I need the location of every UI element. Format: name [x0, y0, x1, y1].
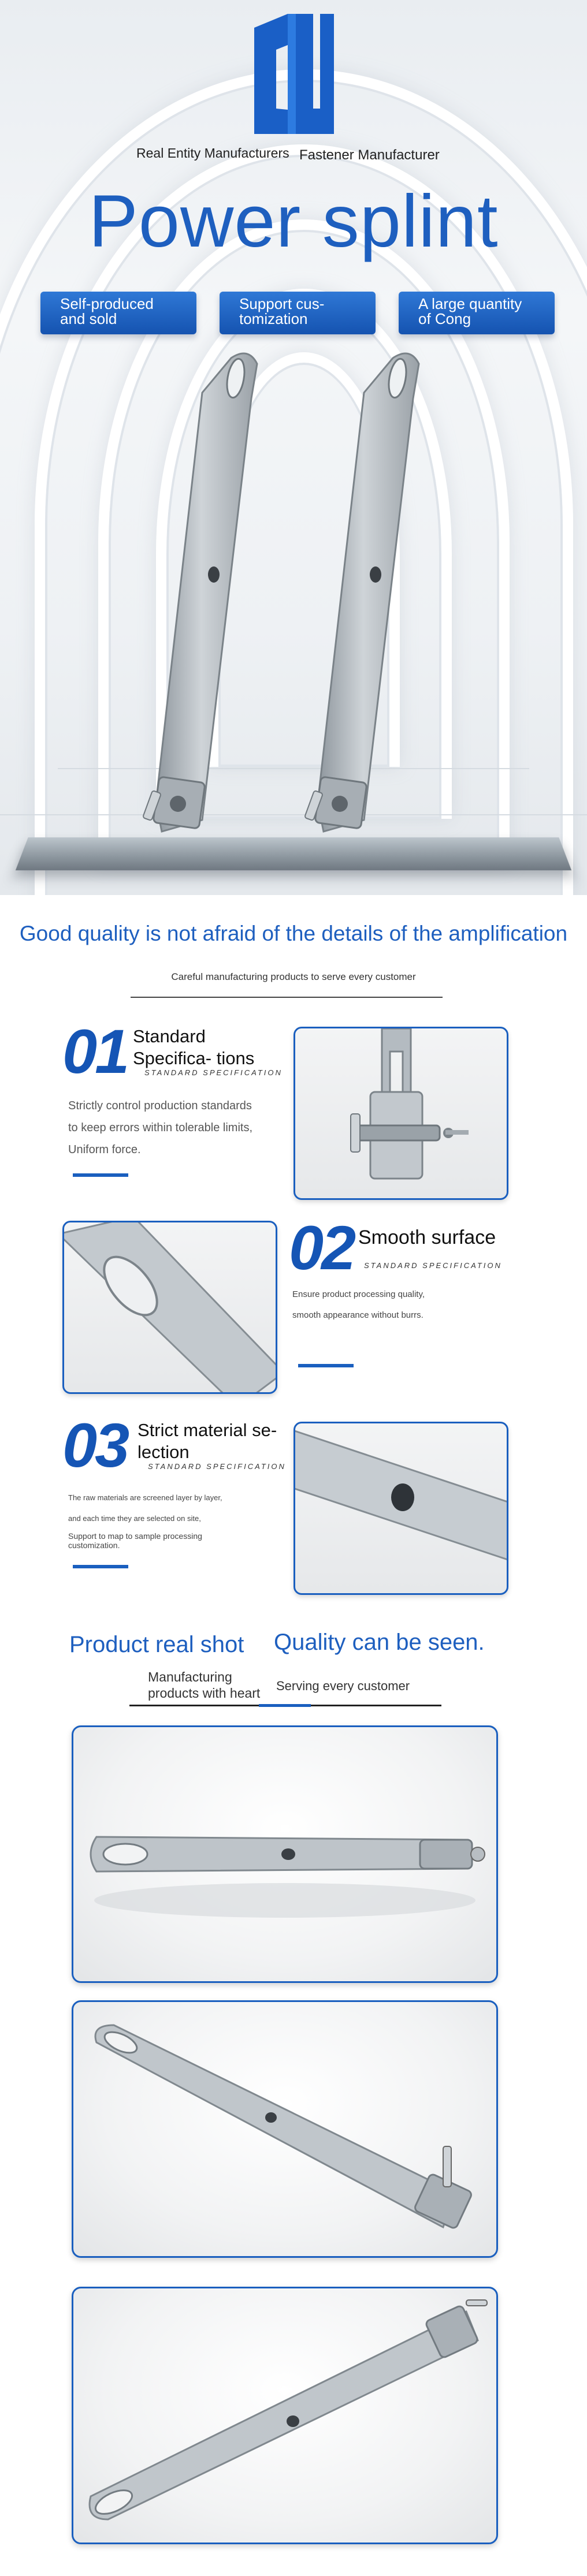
feature-tag: STANDARD SPECIFICATION: [364, 1261, 502, 1270]
product-photo-angled: [72, 2287, 498, 2544]
feature-tag: STANDARD SPECIFICATION: [148, 1462, 286, 1471]
accent-bar: [73, 1565, 128, 1568]
real-shot-title: Product real shot: [69, 1632, 244, 1657]
feature-desc-line: Uniform force.: [68, 1143, 141, 1156]
floor-line: [0, 814, 587, 815]
section-divider: [131, 997, 443, 998]
detail-photo-material: [294, 1422, 508, 1595]
feature-title-strict-material-selection: Strict material se- lection: [138, 1420, 277, 1462]
product-photo-diagonal: [72, 2000, 498, 2258]
hero-subtitle-right: Fastener Manufacturer: [299, 147, 440, 163]
hero-banner: [0, 0, 587, 895]
pill-label: Support cus- tomization: [239, 295, 325, 327]
accent-bar: [73, 1173, 128, 1177]
feature-desc-line: Strictly control production standards: [68, 1099, 252, 1112]
feature-desc-line: The raw materials are screened layer by layer,: [68, 1493, 222, 1502]
display-platform: [16, 837, 571, 870]
splint-product-image-left: [133, 346, 283, 855]
product-photo-horizontal: [72, 1725, 498, 1983]
feature-number-02: 02: [289, 1213, 354, 1283]
feature-pill-customization: [220, 292, 376, 334]
feature-desc-line: Support to map to sample processing customization.: [68, 1531, 202, 1550]
accent-bar: [259, 1704, 311, 1707]
feature-desc-line: to keep errors within tolerable limits,: [68, 1121, 253, 1134]
hero-subtitle-left: Real Entity Manufacturers: [136, 146, 289, 161]
feature-tag: STANDARD SPECIFICATION: [144, 1068, 283, 1077]
real-shot-subtitle-left: Manufacturing products with heart: [148, 1669, 261, 1701]
feature-title-standard-specifications: Standard Specifica- tions: [133, 1026, 255, 1068]
feature-desc-line: smooth appearance without burrs.: [292, 1310, 423, 1320]
detail-photo-clevis: [294, 1027, 508, 1200]
splint-product-image-right: [295, 346, 445, 855]
floor-line: [58, 768, 529, 769]
brand-logo: [247, 10, 340, 137]
accent-bar: [298, 1364, 354, 1367]
pill-label: A large quantity of Cong: [418, 295, 522, 327]
feature-pill-self-produced: [40, 292, 196, 334]
pill-label: Self-produced and sold: [60, 295, 154, 327]
real-shot-subtitle-right: Serving every customer: [276, 1679, 410, 1693]
feature-number-01: 01: [62, 1016, 128, 1086]
feature-number-03: 03: [62, 1410, 128, 1480]
quality-tagline: Quality can be seen.: [274, 1630, 485, 1655]
feature-title-smooth-surface: Smooth surface: [358, 1227, 496, 1248]
feature-pill-quantity: [399, 292, 555, 334]
hero-title: Power splint: [88, 180, 499, 263]
feature-desc-line: Ensure product processing quality,: [292, 1289, 425, 1299]
feature-desc-line: and each time they are selected on site,: [68, 1514, 201, 1523]
details-section-title: Good quality is not afraid of the details of the amplification: [19, 922, 568, 945]
details-section-subtitle: Careful manufacturing products to serve every customer: [171, 971, 416, 982]
detail-photo-surface: [62, 1221, 277, 1394]
